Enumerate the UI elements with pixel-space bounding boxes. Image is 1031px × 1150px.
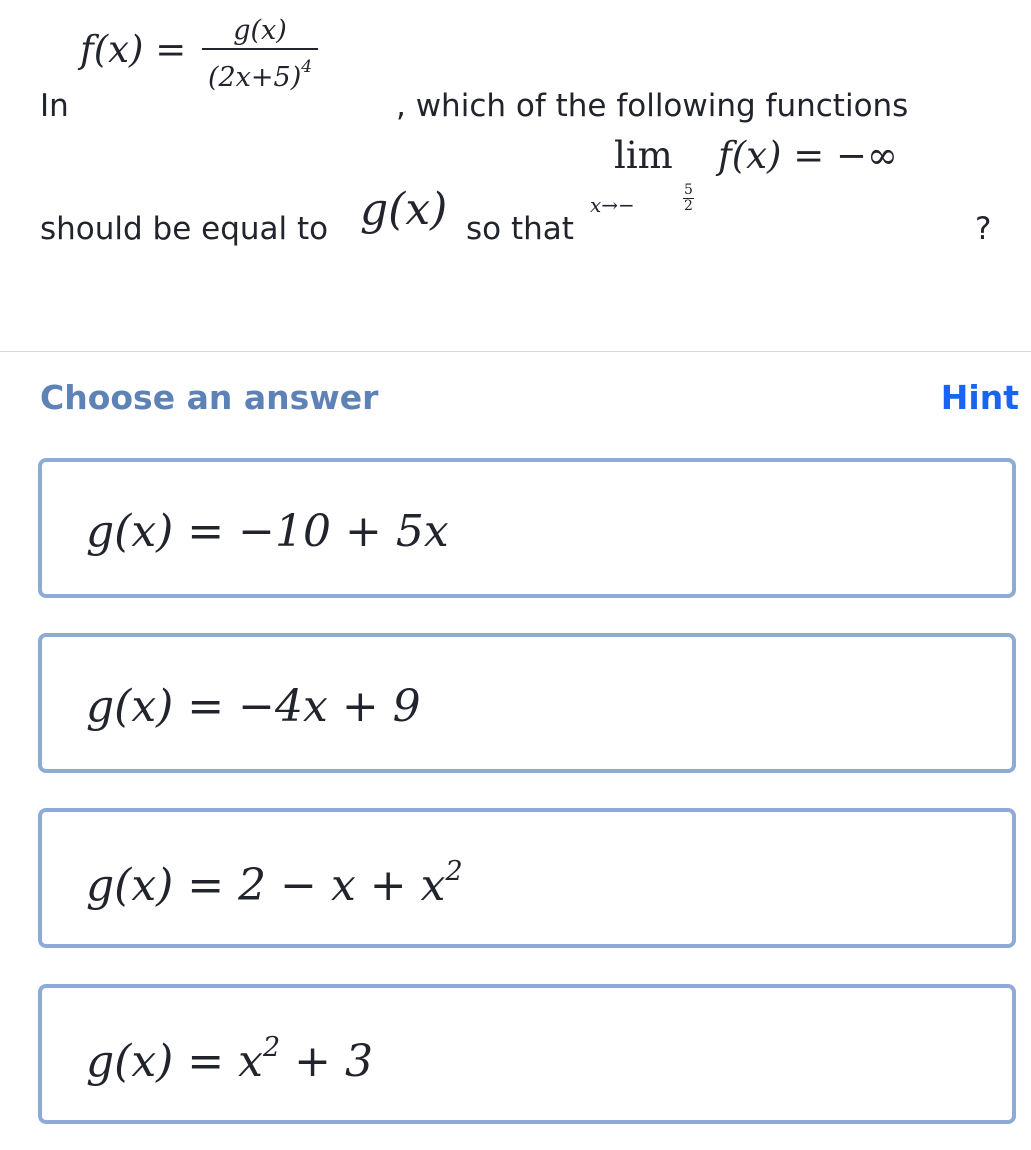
choose-answer-heading: Choose an answer	[40, 378, 379, 417]
lim-body: f(x) = −∞	[718, 134, 898, 177]
answer-option-1[interactable]	[38, 458, 1016, 598]
lim-subscript-var: x→−	[590, 193, 635, 217]
f-denominator: $(2x+5)^4$	[207, 57, 313, 93]
answer-option-4[interactable]	[38, 984, 1016, 1124]
answer-option-2[interactable]	[38, 633, 1016, 773]
lim-operator: lim	[614, 134, 673, 177]
option-expression: $g(x) = x^2 + 3$	[86, 1032, 373, 1087]
lim-sub-num: 5	[684, 182, 693, 198]
f-numerator: g(x)	[233, 15, 287, 46]
lim-sub-den: 2	[684, 198, 693, 214]
f-exponent: 4	[301, 57, 313, 77]
option-exponent: 2	[262, 1032, 281, 1063]
question-line2-start: should be equal to	[40, 211, 329, 247]
hint-button[interactable]: Hint	[940, 378, 1019, 417]
f-lhs: f(x) =	[80, 28, 187, 71]
f-fraction	[202, 14, 318, 95]
f-definition	[80, 14, 318, 95]
option-expression: $g(x) = 2 - x + x^2$	[86, 856, 463, 911]
option-expression: g(x) = −4x + 9	[86, 681, 421, 732]
g-symbol: g(x)	[360, 184, 448, 235]
section-divider	[0, 351, 1031, 352]
option-exponent: 2	[445, 856, 463, 887]
question-line2-mid: so that	[466, 211, 574, 247]
lim-subscript-fraction	[683, 183, 694, 214]
question-prefix: In	[40, 88, 69, 124]
question-mark: ?	[975, 211, 992, 247]
answer-option-3[interactable]	[38, 808, 1016, 948]
option-expression: g(x) = −10 + 5x	[86, 506, 449, 557]
question-middle: , which of the following functions	[396, 88, 909, 124]
